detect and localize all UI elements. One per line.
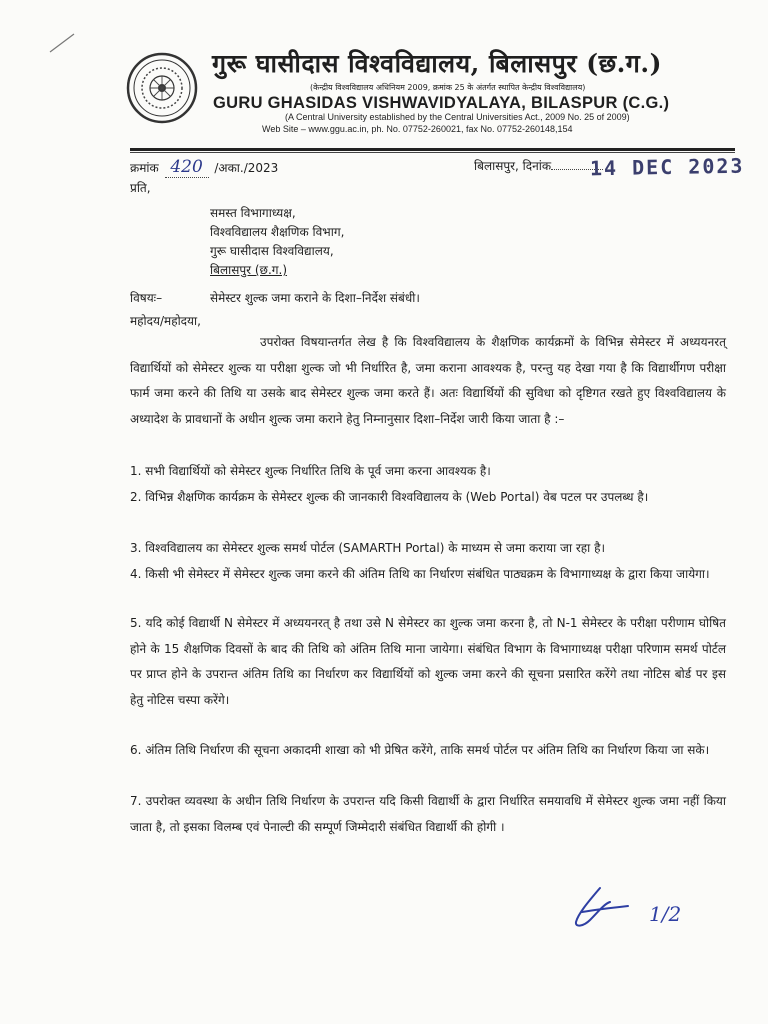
letterhead-rule-thick <box>130 148 735 151</box>
date-line <box>474 157 603 174</box>
reference-number: 420 <box>165 157 209 178</box>
point-5: 5. यदि कोई विद्यार्थी N सेमेस्टर में अध्ययनरत् है तथा उसे N सेमेस्टर का शुल्क जमा करना है, तो N-1 सेमेस्टर के परीक्षा परीणाम घोषित होने के 15 शैक्षणिक दिवसों के बाद की तिथि को अंतिम तिथि माना जायेगा। संबंधित विभाग के विभागाध्यक्ष परीक्षा परिणाम समर्थ पोर्टल पर प्राप्त होने के उपरान्त अंतिम तिथि का निर्धारण कर विद्यार्थियों को शुल्क जमा करने की सूचना प्रसारित करेंगे तथा नोटिस बोर्ड पर इस हेतु नोटिस चस्पा करेंगे। <box>130 616 726 707</box>
to-label: प्रति, <box>130 181 151 195</box>
contact-line: Web Site – www.ggu.ac.in, ph. No. 07752-260021, fax No. 07752-260148,154 <box>262 124 573 134</box>
intro-paragraph: उपरोक्त विषयान्तर्गत लेख है कि विश्वविद्यालय के शैक्षणिक कार्यक्रमों के विभिन्न सेमेस्टर में अध्ययनरत् विद्यार्थियों को सेमेस्टर शुल्क या परीक्षा शुल्क जो भी निर्धारित है, जमा कराना आवश्यक है, परन्तु यह देखा गया है कि विद्यार्थीगण परीक्षा फार्म जमा करने की तिथि या उसके बाद सेमेस्टर शुल्क जमा करते हैं। अतः विद्यार्थियों की सुविधा को दृष्टिगत रखते हुए विश्वविद्यालय के अध्यादेश के प्रावधानों के अधीन शुल्क जमा कराने हेतु निम्नानुसार दिशा–निर्देश जारी किया जाता है :– <box>130 335 726 426</box>
page-number: 1/2 <box>649 902 682 926</box>
scan-mark-icon <box>48 30 78 54</box>
salutation: महोदय/महोदया, <box>130 314 201 328</box>
point-3: 3. विश्वविद्यालय का सेमेस्टर शुल्क समर्थ पोर्टल (SAMARTH Portal) के माध्यम से जमा कराया जा रहा है। <box>130 541 606 555</box>
handwritten-signature-icon <box>570 882 634 932</box>
reference-line <box>130 157 278 178</box>
point-1: 1. सभी विद्यार्थियों को सेमेस्टर शुल्क निर्धारित तिथि के पूर्व जमा करना आवश्यक है। <box>130 464 491 478</box>
reference-suffix: /अका./2023 <box>214 161 279 175</box>
university-name-english: GURU GHASIDAS VISHWAVIDYALAYA, BILASPUR (C.G.) <box>213 94 670 112</box>
university-name-hindi: गुरू घासीदास विश्वविद्यालय, बिलासपुर (छ.ग.) <box>212 49 662 78</box>
university-seal-icon <box>126 52 198 124</box>
letterhead-rule-thin <box>130 152 735 153</box>
recipient-line: समस्त विभागाध्यक्ष, <box>210 206 296 220</box>
point-6: 6. अंतिम तिथि निर्धारण की सूचना अकादमी शाखा को भी प्रेषित करेंगे, ताकि समर्थ पोर्टल पर अंतिम तिथि का निर्धारण किया जा सके। <box>130 743 710 757</box>
recipient-line: गुरू घासीदास विश्वविद्यालय, <box>210 244 334 258</box>
point-7: 7. उपरोक्त व्यवस्था के अधीन तिथि निर्धारण के उपरान्त यदि किसी विद्यार्थी के द्वारा निर्धारित समयावधि में सेमेस्टर शुल्क जमा नहीं किया जाता है, तो इसका विलम्ब एवं पेनाल्टी की सम्पूर्ण जिम्मेदारी संबंधित विद्यार्थी की होगी । <box>130 794 726 834</box>
date-label: बिलासपुर, दिनांक <box>474 159 552 173</box>
subject-label: विषयः– <box>130 291 163 305</box>
university-act-line: (A Central University established by the Central Universities Act., 2009 No. 25 of 2009) <box>285 112 630 122</box>
reference-label: क्रमांक <box>130 161 159 175</box>
point-4: 4. किसी भी सेमेस्टर में सेमेस्टर शुल्क जमा करने की अंतिम तिथि का निर्धारण संबंधित पाठ्यक्रम के विभागाध्यक्ष के द्वारा किया जायेगा। <box>130 567 710 581</box>
recipient-line: विश्वविद्यालय शैक्षणिक विभाग, <box>210 225 345 239</box>
subject-text: सेमेस्टर शुल्क जमा कराने के दिशा–निर्देश संबंधी। <box>210 291 420 305</box>
university-subtitle-hindi: (केन्द्रीय विश्वविद्यालय अधिनियम 2009, क्रमांक 25 के अंतर्गत स्थापित केन्द्रीय विश्वविद्यालय) <box>310 83 586 92</box>
date-stamp: 14 DEC 2023 <box>589 153 745 181</box>
recipient-line: बिलासपुर (छ.ग.) <box>210 263 288 277</box>
point-2: 2. विभिन्न शैक्षणिक कार्यक्रम के सेमेस्टर शुल्क की जानकारी विश्वविद्यालय के (Web Portal) वेब पटल पर उपलब्ध है। <box>130 490 649 504</box>
